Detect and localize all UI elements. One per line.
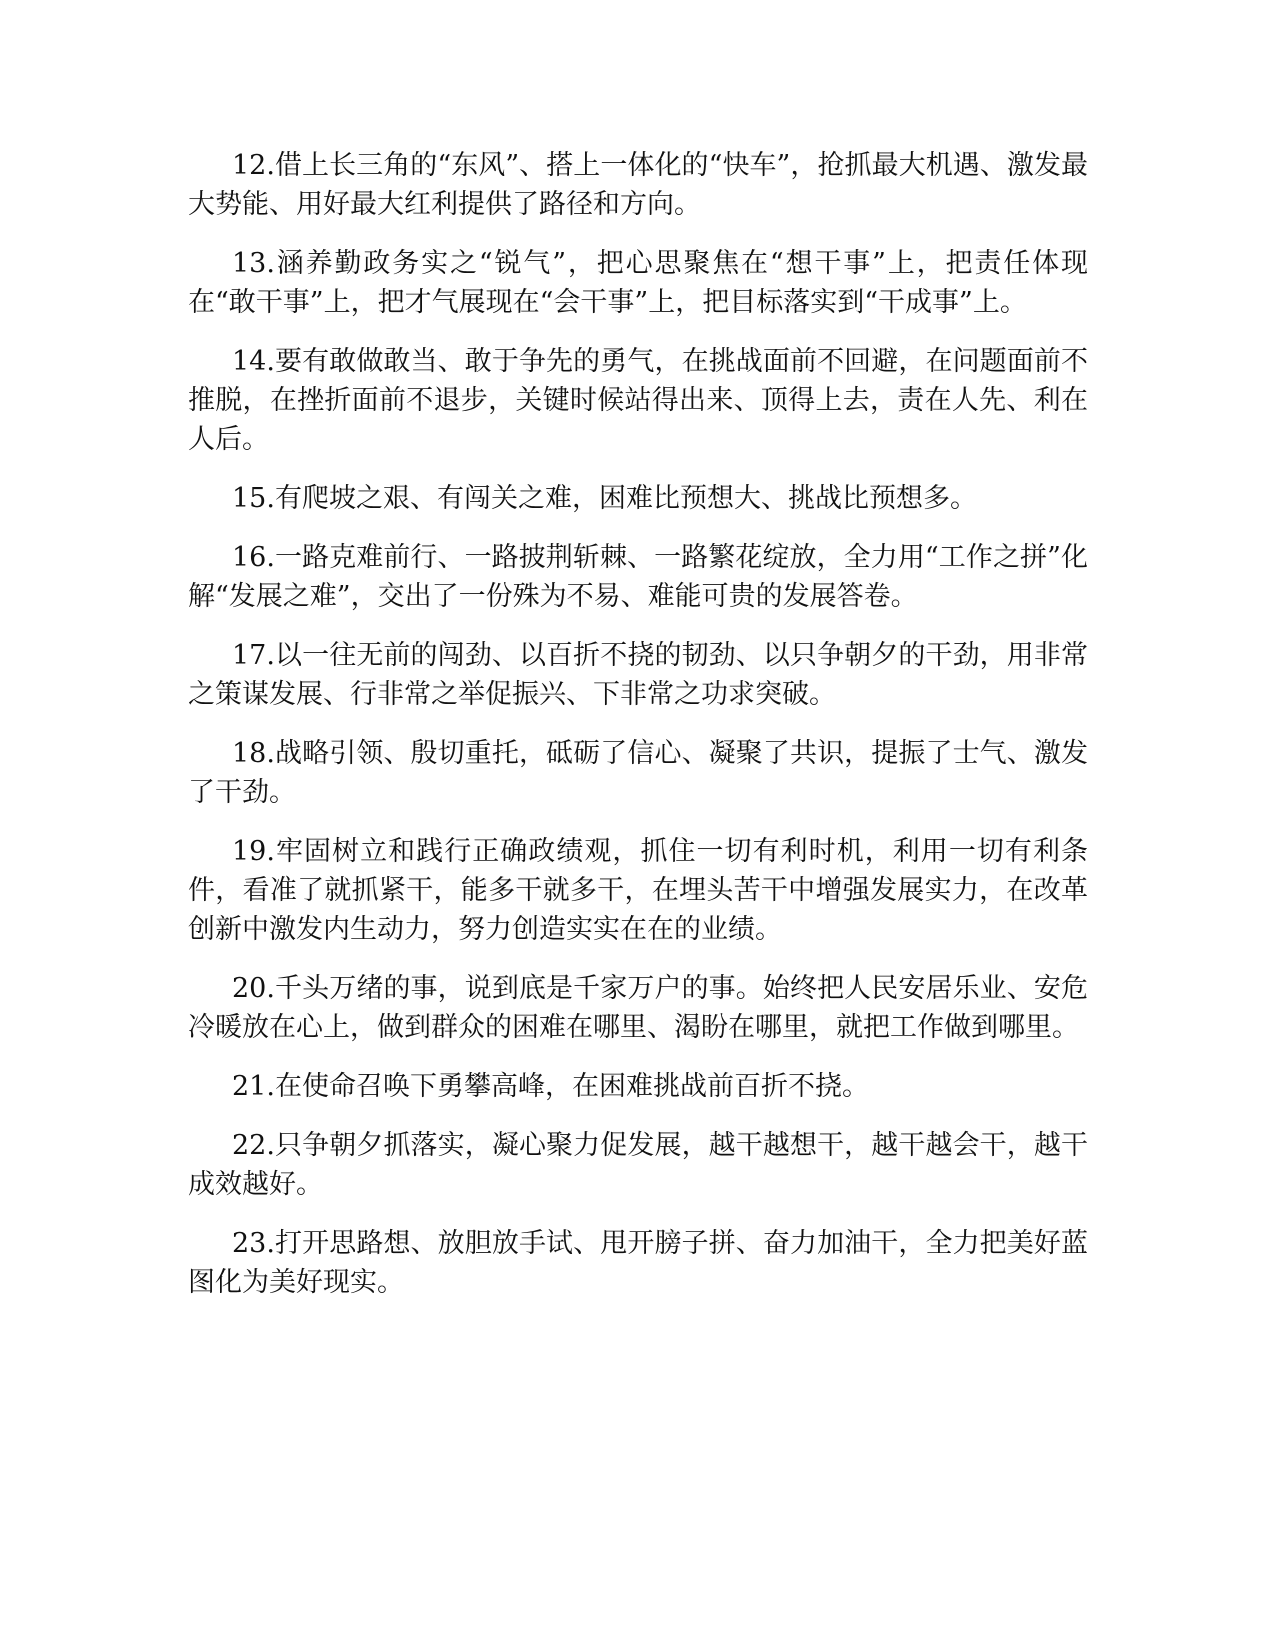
paragraph-16: 16.一路克难前行、一路披荆斩棘、一路繁花绽放，全力用“工作之拼”化解“发展之难”，交出了一份殊为不易、难能可贵的发展答卷。: [188, 542, 1088, 612]
paragraph-22: 22.只争朝夕抓落实，凝心聚力促发展，越干越想干，越干越会干，越干成效越好。: [188, 1130, 1088, 1200]
paragraph-20: 20.千头万绪的事，说到底是千家万户的事。始终把人民安居乐业、安危冷暖放在心上，做到群众的困难在哪里、渴盼在哪里，就把工作做到哪里。: [188, 973, 1088, 1043]
document-body: [188, 146, 1088, 1322]
paragraph-18: 18.战略引领、殷切重托，砥砺了信心、凝聚了共识，提振了士气、激发了干劲。: [188, 738, 1088, 808]
paragraph-23: 23.打开思路想、放胆放手试、甩开膀子拼、奋力加油干，全力把美好蓝图化为美好现实。: [188, 1228, 1088, 1298]
paragraph-21: 21.在使命召唤下勇攀高峰，在困难挑战前百折不挠。: [232, 1071, 869, 1102]
paragraph-12: 12.借上长三角的“东风”、搭上一体化的“快车”，抢抓最大机遇、激发最大势能、用好最大红利提供了路径和方向。: [188, 150, 1088, 220]
paragraph-13: 13.涵养勤政务实之“锐气”，把心思聚焦在“想干事”上，把责任体现在“敢干事”上，把才气展现在“会干事”上，把目标落实到“干成事”上。: [188, 248, 1088, 318]
paragraph-17: 17.以一往无前的闯劲、以百折不挠的韧劲、以只争朝夕的干劲，用非常之策谋发展、行非常之举促振兴、下非常之功求突破。: [188, 640, 1088, 710]
paragraph-14: 14.要有敢做敢当、敢于争先的勇气，在挑战面前不回避，在问题面前不推脱，在挫折面前不退步，关键时候站得出来、顶得上去，责在人先、利在人后。: [188, 346, 1088, 455]
paragraph-15: 15.有爬坡之艰、有闯关之难，困难比预想大、挑战比预想多。: [232, 483, 977, 514]
paragraph-19: 19.牢固树立和践行正确政绩观，抓住一切有利时机，利用一切有利条件，看准了就抓紧干，能多干就多干，在埋头苦干中增强发展实力，在改革创新中激发内生动力，努力创造实实在在的业绩。: [188, 836, 1088, 945]
